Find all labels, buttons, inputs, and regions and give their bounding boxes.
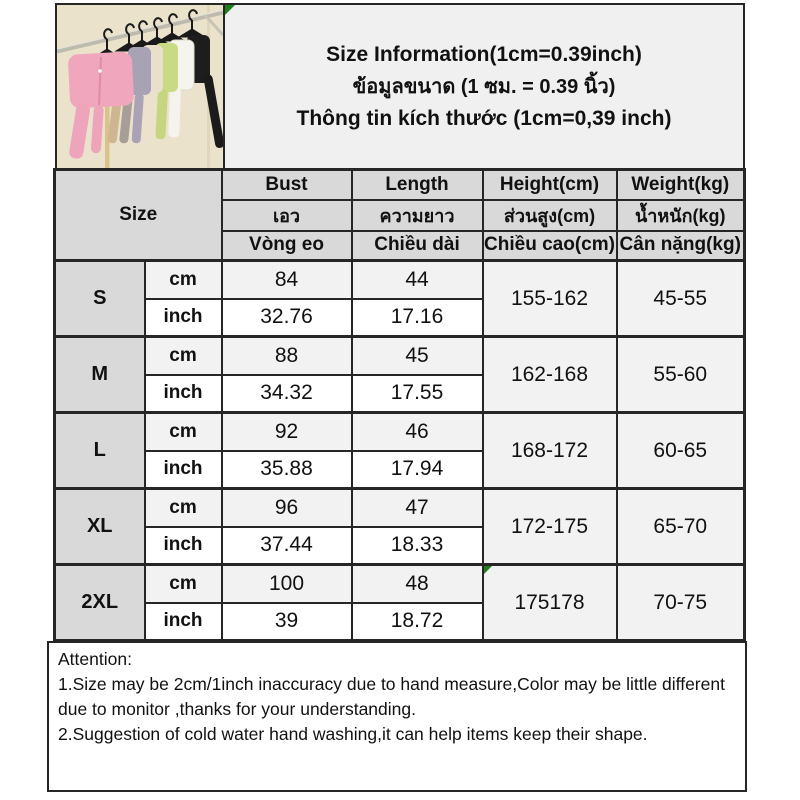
col-height-vi: Chiều cao(cm) <box>483 231 617 261</box>
l-weight: 60-65 <box>617 413 745 489</box>
m-height: 162-168 <box>483 337 617 413</box>
row-m-cm <box>55 337 745 375</box>
xl-bust-cm: 96 <box>222 489 352 527</box>
s-unit-cm: cm <box>145 261 222 299</box>
2xl-bust-inch: 39 <box>222 603 352 641</box>
attention-notes <box>47 641 747 792</box>
header-row-en <box>55 170 745 200</box>
m-unit-inch: inch <box>145 375 222 413</box>
size-s: S <box>55 261 145 337</box>
2xl-length-cm: 48 <box>352 565 483 603</box>
l-length-inch: 17.94 <box>352 451 483 489</box>
size-table <box>53 168 746 642</box>
col-length-en: Length <box>352 170 483 200</box>
size-m: M <box>55 337 145 413</box>
size-xl: XL <box>55 489 145 565</box>
attention-heading: Attention: <box>58 649 132 669</box>
col-length-vi: Chiều dài <box>352 231 483 261</box>
m-weight: 55-60 <box>617 337 745 413</box>
size-l: L <box>55 413 145 489</box>
2xl-height <box>483 565 617 641</box>
xl-unit-cm: cm <box>145 489 222 527</box>
col-weight-th: น้ำหนัก(kg) <box>617 200 745 231</box>
attention-note-1: 1.Size may be 2cm/1inch inaccuracy due to hand measure,Color may be little different due to monitor ,thanks for your understanding. <box>58 674 725 719</box>
m-length-cm: 45 <box>352 337 483 375</box>
product-photo <box>55 3 225 170</box>
l-unit-inch: inch <box>145 451 222 489</box>
m-bust-inch: 34.32 <box>222 375 352 413</box>
col-bust-vi: Vòng eo <box>222 231 352 261</box>
m-bust-cm: 88 <box>222 337 352 375</box>
row-2xl-cm <box>55 565 745 603</box>
title-en: Size Information(1cm=0.39inch) <box>326 42 642 66</box>
title-vi: Thông tin kích thước (1cm=0,39 inch) <box>296 106 672 130</box>
m-unit-cm: cm <box>145 337 222 375</box>
2xl-unit-cm: cm <box>145 565 222 603</box>
2xl-weight: 70-75 <box>617 565 745 641</box>
xl-length-inch: 18.33 <box>352 527 483 565</box>
s-bust-cm: 84 <box>222 261 352 299</box>
size-header: Size <box>55 170 222 261</box>
m-length-inch: 17.55 <box>352 375 483 413</box>
col-bust-en: Bust <box>222 170 352 200</box>
xl-length-cm: 47 <box>352 489 483 527</box>
2xl-length-inch: 18.72 <box>352 603 483 641</box>
attention-note-2: 2.Suggestion of cold water hand washing,it can help items keep their shape. <box>58 724 648 744</box>
row-xl-cm <box>55 489 745 527</box>
excel-flag-icon <box>225 5 235 15</box>
l-length-cm: 46 <box>352 413 483 451</box>
l-bust-inch: 35.88 <box>222 451 352 489</box>
xl-weight: 65-70 <box>617 489 745 565</box>
col-bust-th: เอว <box>222 200 352 231</box>
s-height: 155-162 <box>483 261 617 337</box>
col-length-th: ความยาว <box>352 200 483 231</box>
button <box>98 69 102 73</box>
xl-unit-inch: inch <box>145 527 222 565</box>
excel-flag-icon <box>484 566 492 574</box>
l-height: 168-172 <box>483 413 617 489</box>
s-bust-inch: 32.76 <box>222 299 352 337</box>
col-height-en: Height(cm) <box>483 170 617 200</box>
s-weight: 45-55 <box>617 261 745 337</box>
l-bust-cm: 92 <box>222 413 352 451</box>
s-length-cm: 44 <box>352 261 483 299</box>
xl-bust-inch: 37.44 <box>222 527 352 565</box>
row-s-cm <box>55 261 745 299</box>
xl-height: 172-175 <box>483 489 617 565</box>
2xl-bust-cm: 100 <box>222 565 352 603</box>
title-block <box>223 3 745 170</box>
s-unit-inch: inch <box>145 299 222 337</box>
2xl-height-value: 175178 <box>514 590 585 614</box>
s-length-inch: 17.16 <box>352 299 483 337</box>
size-2xl: 2XL <box>55 565 145 641</box>
col-weight-en: Weight(kg) <box>617 170 745 200</box>
2xl-unit-inch: inch <box>145 603 222 641</box>
title-th: ข้อมูลขนาด (1 ซม. = 0.39 นิ้ว) <box>352 75 616 98</box>
row-l-cm <box>55 413 745 451</box>
product-photo-illustration <box>57 5 223 168</box>
col-height-th: ส่วนสูง(cm) <box>483 200 617 231</box>
l-unit-cm: cm <box>145 413 222 451</box>
col-weight-vi: Cân nặng(kg) <box>617 231 745 261</box>
